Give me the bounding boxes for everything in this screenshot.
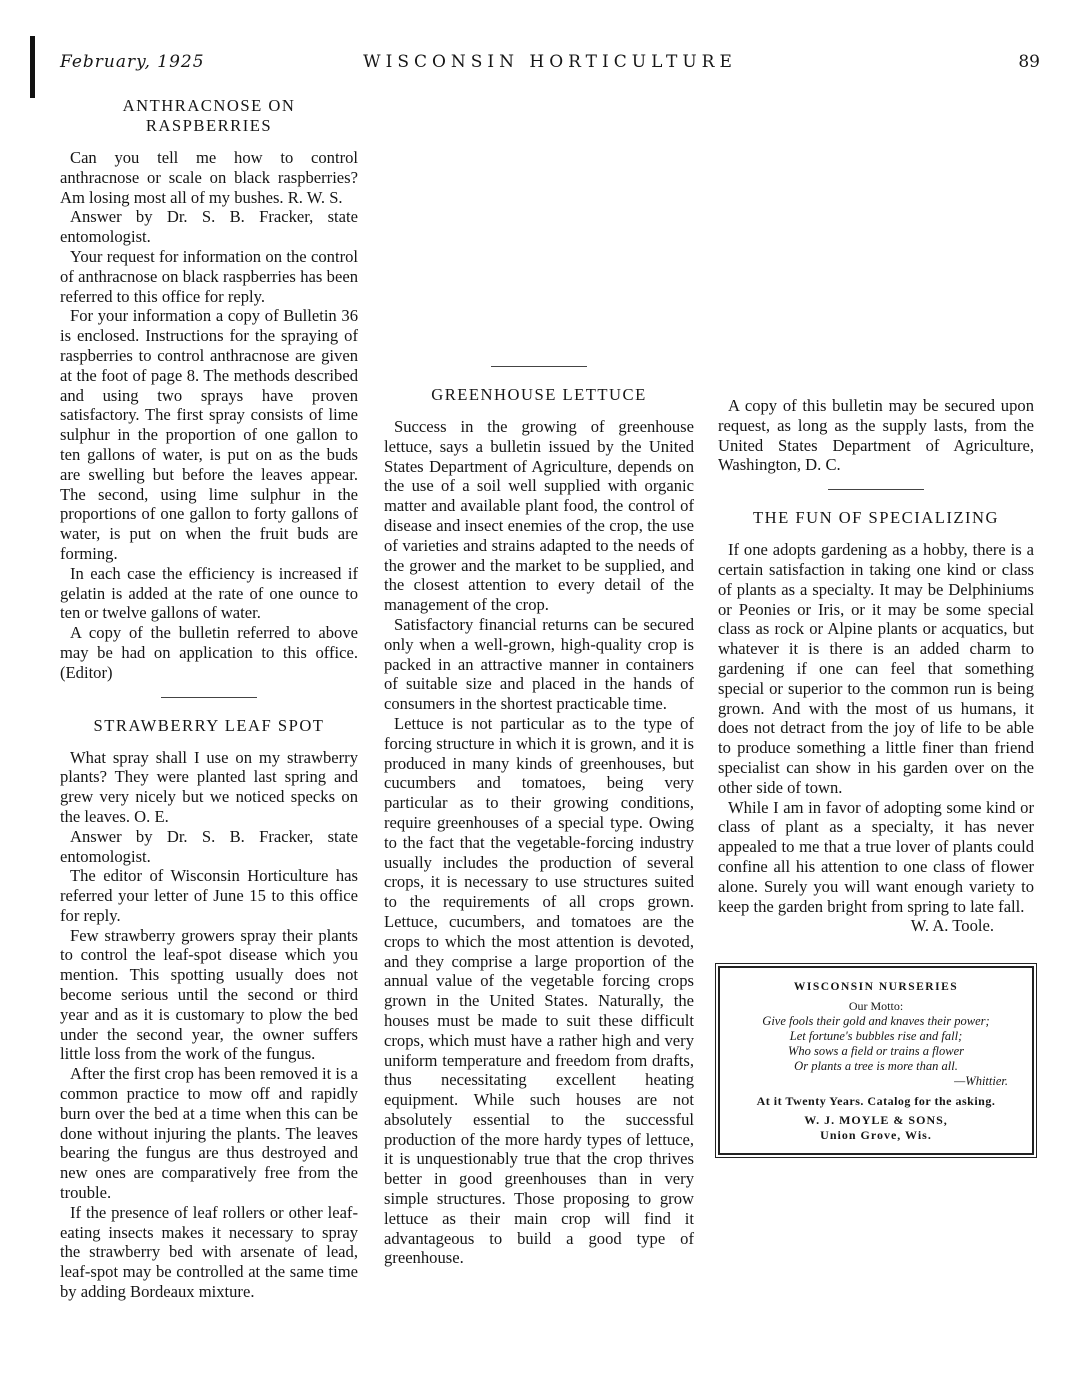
ad-location: Union Grove, Wis. (820, 1128, 932, 1143)
answer-attribution: Answer by Dr. S. B. Fracker, state entomologist. (60, 207, 358, 247)
article-title: GREENHOUSE LETTUCE (431, 385, 647, 404)
margin-rule (30, 36, 35, 98)
paragraph: A copy of this bulletin may be secured upon request, as long as the supply lasts, from the United States Department of Agriculture, Washington, D. C. (718, 396, 1034, 475)
ad-verse-line: Or plants a tree is more than all. (794, 1059, 958, 1074)
section-divider (491, 366, 587, 367)
reader-question: Can you tell me how to control anthracnose or scale on black raspberries? Am losing most all of my bushes. R. W. S. (60, 148, 358, 207)
ad-catalog-offer: At it Twenty Years. Catalog for the asking. (756, 1094, 996, 1109)
issue-date: February, 1925 (60, 52, 205, 72)
column-3 (718, 96, 1034, 1155)
article-title: ANTHRACNOSE ON RASPBERRIES (122, 96, 296, 135)
paragraph: In each case the efficiency is increased if gelatin is added at the rate of one ounce to ten or twelve gallons of water. (60, 563, 358, 623)
nursery-advertisement (718, 966, 1034, 1155)
article-strawberry-leaf-spot (60, 716, 358, 1302)
paragraph: Few strawberry growers spray their plants to control the leaf-spot disease which you mention. This spotting usually does not become serious until the second or third year and as it is customary to plow the bed under the second year, the owner suffers little loss from the work of the fungus. (60, 925, 358, 1064)
paragraph: For your information a copy of Bulletin 36 is enclosed. Instructions for the spraying of raspberries to control anthracnose are given at the foot of page 8. The methods described and using two sprays have proven satisfactory. The first spray consists of lime sulphur in the proportion of one gallon to ten gallons of water, is put on as the buds are swelling but before the leaves appear. The second, using lime sulphur in the proportions of one gallon to forty gallons of water, is put on when the fruit buds are forming. (60, 306, 358, 563)
article-fun-of-specializing (718, 508, 1034, 936)
ad-motto-label: Our Motto: (848, 999, 904, 1014)
ad-verse-line: Give fools their gold and knaves their power; (762, 1014, 990, 1029)
column-2 (384, 96, 694, 1268)
ad-verse-line: Who sows a field or trains a flower (787, 1044, 965, 1059)
column-1 (60, 96, 358, 1302)
journal-title: WISCONSIN HORTICULTURE (363, 52, 737, 72)
paragraph: Satisfactory financial returns can be secured only when a well-grown, high-quality crop is packed in an attractive manner in containers of suitable size and placed in the hands of consumers in the shortest practicable time. (384, 614, 694, 714)
article-title: STRAWBERRY LEAF SPOT (93, 715, 325, 735)
section-divider (828, 489, 924, 490)
lettuce-continued-space (718, 96, 1034, 396)
paragraph: If one adopts gardening as a hobby, there is a certain satisfaction in taking one kind or class of plants as a specialty. It may be Delphiniums or Peonies or Iris, or it may be some special class as rock or Alpine plants or acquatics, but whatever it is there is an added charm to gardening if one can feel that something special or superior to the common run is being grown. And with the most of us humans, it does not detract from the joy of life to be able to produce something a little finer than friend specialist can show in his garden over on the other side of town. (718, 540, 1034, 797)
paragraph: While I am in favor of adopting some kind or class of plant as a specialty, it has never appealed to me that a true lover of plants could confine all his attention to one class of flower alone. Surely you will want enough variety to keep the garden bright from spring to late fall. (718, 797, 1034, 916)
article-title: THE FUN OF SPECIALIZING (752, 508, 1000, 528)
author-signature: W. A. Toole. (910, 916, 994, 936)
paragraph: A copy of the bulletin referred to above may be had on application to this office. (Editor) (60, 623, 358, 682)
paragraph: Lettuce is not particular as to the type of forcing structure in which it is grown, and it is produced in many kinds of greenhouses, but cucumbers and tomatoes, being very particular as to their growing conditions, require greenhouses of a special type. Owing to the fact that the vegetable-forcing industry usually includes the production of several crops, it is necessary to use structures suited to the requirements of all crops grown. Lettuce, cucumbers, and tomatoes are the crops to which the most attention is devoted, and they comprise a large proportion of the annual value of the vegetable forcing crops grown in the United States. Naturally, the houses must be made to suit these difficult crops, which must have a rather high and very uniform temperature and freedom from drafts, thus necessitating excellent heating equipment. While such houses are not absolutely essential to the successful production of the more hardy types of lettuce, it is unquestionably true that the crop thrives better in good greenhouses than in very simple structures. Those proposing to grow lettuce as their main crop will find it advantageous to build a good type of greenhouse. (384, 713, 694, 1268)
paragraph: If the presence of leaf rollers or other leaf-eating insects makes it necessary to spray the strawberry bed with arsenate of lead, leaf-spot may be controlled at the same time by adding Bordeaux mixture. (60, 1202, 358, 1302)
article-greenhouse-lettuce (384, 385, 694, 1268)
section-divider (161, 697, 257, 698)
article-anthracnose (60, 96, 358, 683)
paragraph: Success in the growing of greenhouse lettuce, says a bulletin issued by the United States Department of Agriculture, depends on the use of a soil well supplied with organic matter and available plant food, the control of disease and insect enemies of the crop, the use of varieties and strains adapted to the needs of the grower and the market to be supplied, and the closest attention to every detail of the management of the crop. (384, 417, 694, 615)
reader-question: What spray shall I use on my strawberry plants? They were planted last spring and grew very nicely but we noticed specks on the leaves. O. E. (60, 747, 358, 826)
paragraph: After the first crop has been removed it is a common practice to mow off and rapidly burn over the bed at a time when this can be done without injuring the plants. The leaves bearing the fungus are thus destroyed and new ones are comparatively free from the trouble. (60, 1064, 358, 1203)
ad-verse-author: —Whittier. (954, 1074, 1008, 1089)
page-number: 89 (1018, 52, 1040, 72)
running-head (60, 46, 1040, 78)
answer-attribution: Answer by Dr. S. B. Fracker, state entomologist. (60, 826, 358, 866)
ad-heading: WISCONSIN NURSERIES (793, 981, 959, 994)
paragraph: The editor of Wisconsin Horticulture has referred your letter of June 15 to this office for reply. (60, 866, 358, 925)
ad-firm-name: W. J. MOYLE & SONS, (804, 1113, 948, 1128)
ad-verse-line: Let fortune's bubbles rise and fall; (789, 1029, 963, 1044)
paragraph: Your request for information on the control of anthracnose on black raspberries has been referred to this office for reply. (60, 246, 358, 306)
